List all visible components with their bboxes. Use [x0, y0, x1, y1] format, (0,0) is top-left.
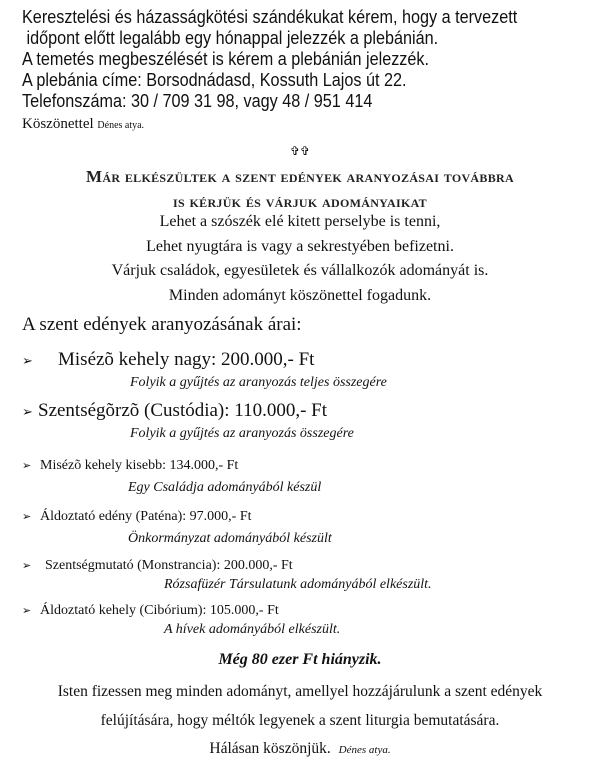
item-note: Egy Családja adományából készül: [128, 480, 322, 495]
final-thanks-line: [0, 741, 600, 757]
arrow-bullet-icon: ➢: [22, 511, 32, 523]
prices-title: A szent edények aranyozásának árai:: [22, 314, 302, 335]
item-label: Áldoztató edény (Paténa): 97.000,- Ft: [40, 509, 252, 524]
price-item: [22, 604, 279, 618]
price-item: [22, 401, 327, 420]
item-note: A hívek adományából elkészült.: [164, 622, 341, 637]
price-item: [22, 459, 238, 473]
body-line: Lehet nyugtára is vagy a sekrestyében befizetni.: [146, 238, 454, 255]
arrow-bullet-icon: ➢: [22, 560, 32, 572]
price-item: [22, 510, 252, 524]
crosses-icon: ✞✞: [289, 144, 311, 158]
body-line: Lehet a szószék elé kitett perselybe is tenni,: [159, 213, 441, 230]
intro-line: időpont előtt legalább egy hónappal jelezzék a plebánián.: [22, 28, 439, 48]
item-label: Szentségmutató (Monstrancia): 200.000,- Ft: [45, 558, 293, 573]
item-note: Folyik a gyűjtés az aranyozás összegére: [130, 426, 354, 441]
item-label: Misézõ kehely kisebb: 134.000,- Ft: [40, 458, 239, 473]
arrow-bullet-icon: ➢: [22, 353, 33, 368]
final-signature: Dénes atya.: [338, 744, 391, 756]
price-item: [22, 350, 314, 369]
intro-thanks: [22, 117, 144, 132]
item-note: Önkormányzat adományából készült: [128, 531, 332, 546]
thanks-signature: Dénes atya.: [97, 120, 145, 131]
intro-line: A plebánia címe: Borsodnádasd, Kossuth Lajos út 22.: [22, 70, 407, 90]
final-thanks: Hálásan köszönjük.: [209, 740, 331, 757]
arrow-bullet-icon: ➢: [22, 460, 32, 472]
arrow-bullet-icon: ➢: [22, 404, 33, 419]
item-label: Szentségõrzõ (Custódia): 110.000,- Ft: [38, 400, 328, 421]
body-line: Minden adományt köszönettel fogadunk.: [168, 287, 432, 304]
item-label: Misézõ kehely nagy: 200.000,- Ft: [58, 349, 315, 370]
intro-line: Keresztelési és házasságkötési szándékukat kérem, hogy a tervezett: [22, 7, 518, 27]
closing-line: felújítására, hogy méltók legyenek a szent liturgia bemutatására.: [100, 712, 500, 729]
intro-line: Telefonszáma: 30 / 709 31 98, vagy 48 / 951 414: [22, 91, 373, 111]
item-note: Rózsafüzér Társulatunk adományából elkészült.: [164, 577, 432, 592]
body-line: Várjuk családok, egyesületek és vállalkozók adományát is.: [111, 262, 489, 279]
heading-line-1: Már elkészültek a szent edények aranyozásai továbbra: [86, 167, 514, 186]
arrow-bullet-icon: ➢: [22, 605, 32, 617]
intro-line: A temetés megbeszélését is kérem a plebánián jelezzék.: [22, 49, 430, 69]
missing-amount: Még 80 ezer Ft hiányzik.: [218, 651, 382, 668]
heading-line-2: is kérjük és várjuk adományaikat: [173, 192, 427, 211]
thanks-text: Köszönettel: [22, 116, 94, 132]
closing-line: Isten fizessen meg minden adományt, amellyel hozzájárulunk a szent edények: [57, 683, 543, 700]
item-label: Áldoztató kehely (Cibórium): 105.000,- Ft: [40, 603, 279, 618]
item-note: Folyik a gyűjtés az aranyozás teljes összegére: [130, 375, 387, 390]
price-item: [22, 559, 293, 573]
